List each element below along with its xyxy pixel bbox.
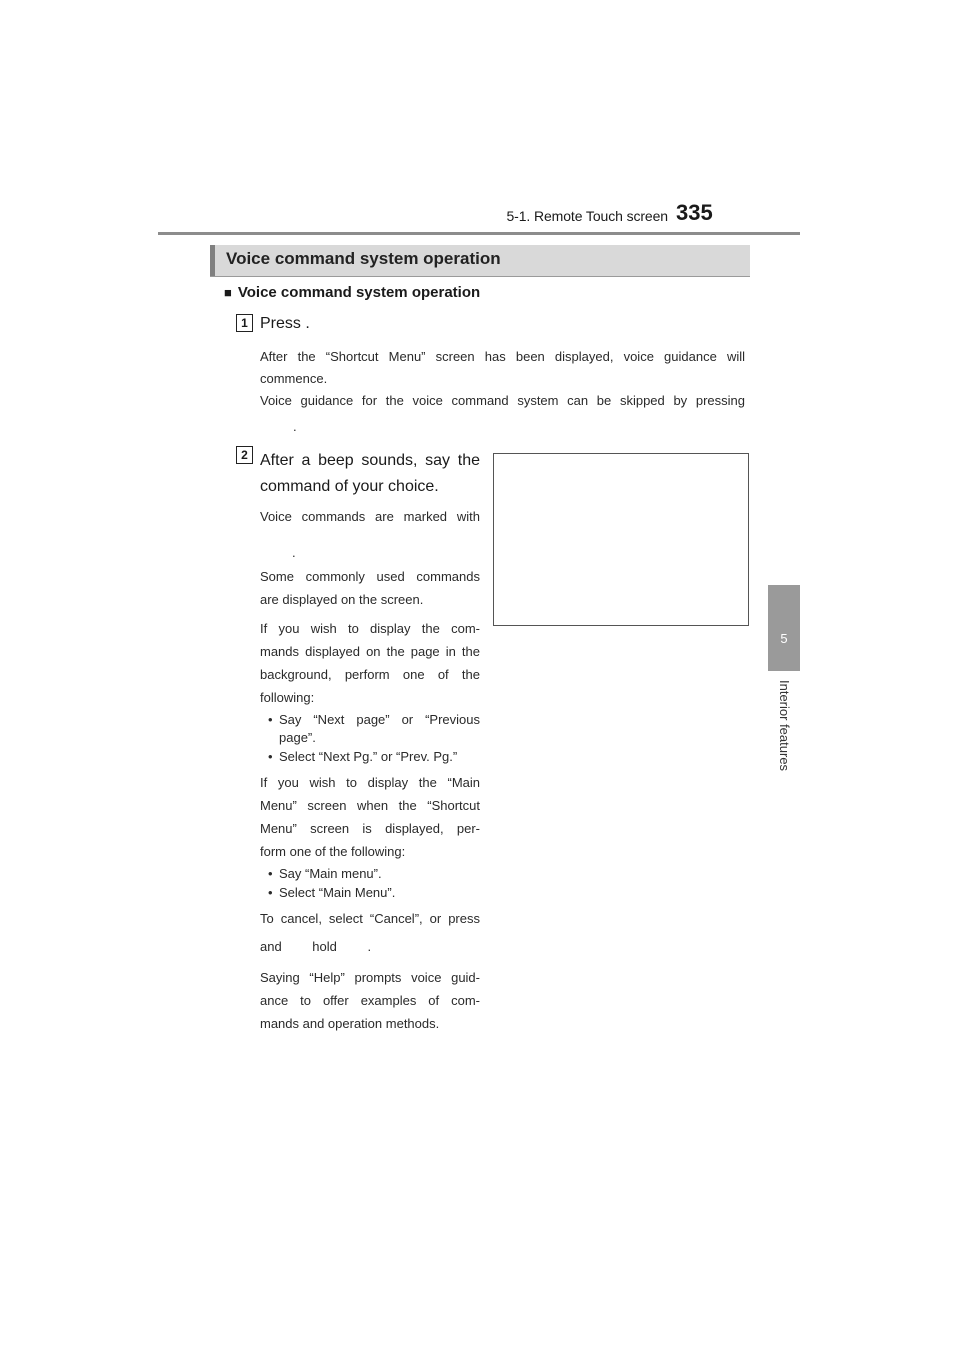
step-2-instruction-line-2: command of your choice.: [260, 478, 439, 495]
bullet-say-main-menu: Say “Main menu”.: [279, 866, 382, 881]
square-bullet-icon: ■: [224, 285, 232, 300]
note-background-line-3: background, perform one of the: [260, 667, 480, 682]
step-1-instruction: Press .: [260, 315, 310, 332]
section-title: Voice command system operation: [226, 249, 501, 268]
step-number-2: 2: [236, 446, 253, 464]
note-background-line-4: following:: [260, 690, 315, 705]
note-help-line-1: Saying “Help” prompts voice guid-: [260, 970, 480, 985]
note-main-menu-line-3: Menu” screen is displayed, per-: [260, 821, 480, 836]
step-number-1: 1: [236, 314, 253, 332]
section-title-underline: [210, 276, 750, 277]
note-main-menu-line-1: If you wish to display the “Main: [260, 775, 480, 790]
step-1-note-line-4: .: [293, 419, 297, 434]
note-background-line-2: mands displayed on the page in the: [260, 644, 480, 659]
subheading-text: Voice command system operation: [237, 284, 481, 301]
bullet-dot-icon: •: [268, 749, 273, 764]
chapter-tab: [768, 585, 800, 671]
bullet-next-page-line-1: Say “Next page” or “Previous: [279, 712, 480, 727]
note-background-line-1: If you wish to display the com-: [260, 621, 480, 636]
note-voice-marked-line-2: .: [292, 545, 296, 560]
step-2-instruction-line-1: After a beep sounds, say the: [260, 452, 480, 469]
note-help-line-2: ance to offer examples of com-: [260, 993, 480, 1008]
header-rule: [158, 232, 800, 235]
note-cancel-line-1: To cancel, select “Cancel”, or press: [260, 911, 480, 926]
note-main-menu-line-2: Menu” screen when the “Shortcut: [260, 798, 480, 813]
note-commonly-used-line-1: Some commonly used commands: [260, 569, 480, 584]
running-header-section: 5-1. Remote Touch screen: [506, 208, 668, 224]
note-voice-marked-line-1: Voice commands are marked with: [260, 509, 480, 524]
step-1-note-line-3: Voice guidance for the voice command system can be skipped by pressing: [260, 393, 745, 408]
bullet-dot-icon: •: [268, 712, 273, 727]
subheading: [224, 284, 480, 301]
bullet-next-page-line-2: page”.: [279, 730, 316, 745]
page-number: 335: [676, 200, 713, 225]
step-1-note-line-2: commence.: [260, 371, 328, 386]
chapter-tab-label: [776, 680, 792, 790]
step-1-note-line-1: After the “Shortcut Menu” screen has been displayed, voice guidance will: [260, 349, 745, 364]
bullet-next-pg: Select “Next Pg.” or “Prev. Pg.”: [279, 749, 458, 764]
note-commonly-used-line-2: are displayed on the screen.: [260, 592, 424, 607]
chapter-tab-label-text: Interior features: [777, 680, 792, 772]
bullet-dot-icon: •: [268, 885, 273, 900]
screen-illustration: [493, 453, 749, 626]
section-title-bar: [210, 245, 750, 276]
bullet-dot-icon: •: [268, 866, 273, 881]
bullet-select-main-menu: Select “Main Menu”.: [279, 885, 396, 900]
note-help-line-3: mands and operation methods.: [260, 1016, 440, 1031]
chapter-tab-number: 5: [780, 631, 788, 646]
note-main-menu-line-4: form one of the following:: [260, 844, 406, 859]
note-cancel-line-2: and hold .: [260, 939, 372, 954]
